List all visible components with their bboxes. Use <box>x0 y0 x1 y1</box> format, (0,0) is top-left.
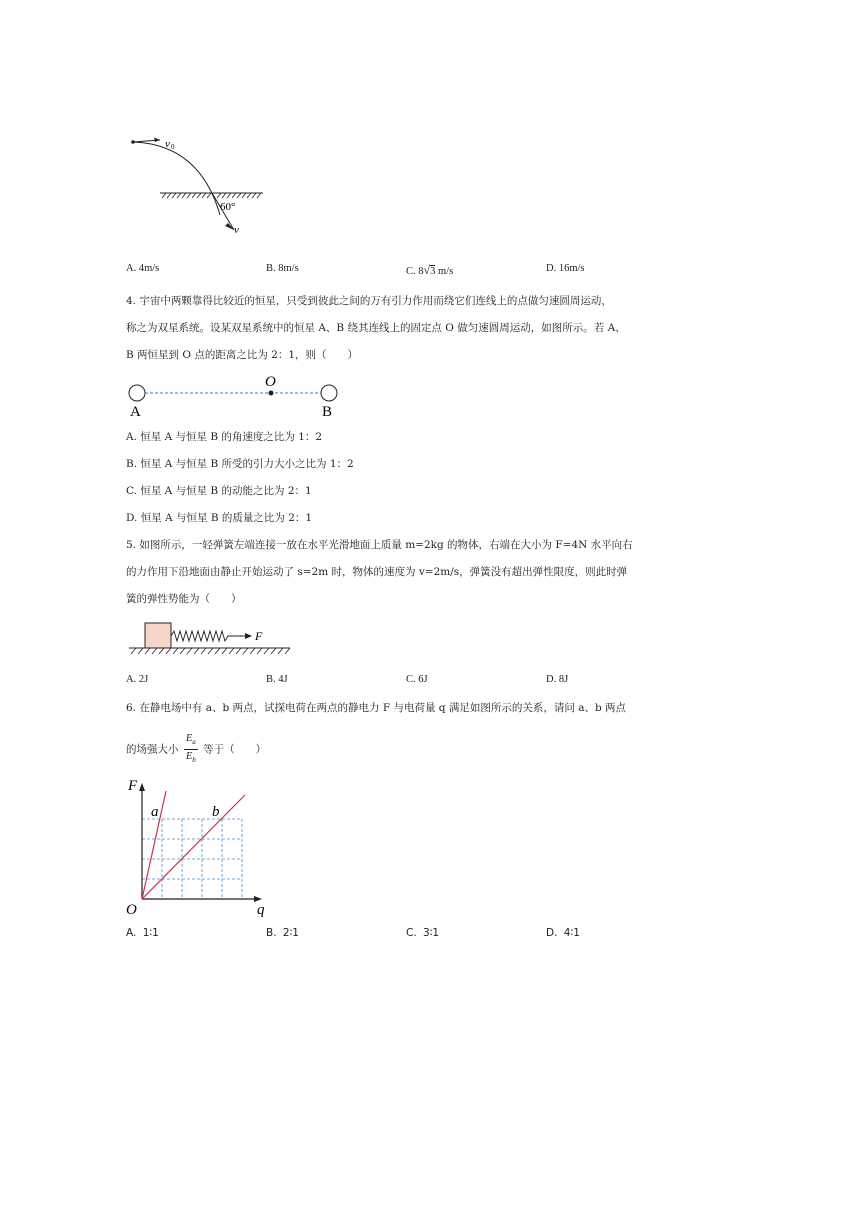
q6-option-b[interactable] <box>266 927 299 939</box>
block <box>145 623 171 648</box>
q5-stem-line-3: 簧的弹性势能为（ ） <box>126 593 242 605</box>
star-a <box>129 385 145 401</box>
option-text: 8J <box>558 674 569 685</box>
option-letter: B. <box>266 927 277 939</box>
q5-option-a[interactable] <box>126 674 148 685</box>
projectile-diagram <box>120 125 280 245</box>
binary-star-diagram <box>120 370 350 420</box>
q4-option-d[interactable]: D. 恒星 A 与恒星 B 的质量之比为 2：1 <box>126 512 313 524</box>
q6-option-c[interactable] <box>406 927 439 939</box>
q4-option-a[interactable]: A. 恒星 A 与恒星 B 的角速度之比为 1：2 <box>126 431 323 443</box>
spring <box>171 631 231 641</box>
label-a: a <box>151 804 159 820</box>
ratio-fraction <box>184 732 198 767</box>
label-v: v <box>234 224 239 236</box>
q4-option-b[interactable]: B. 恒星 A 与恒星 B 所受的引力大小之比为 1：2 <box>126 458 354 470</box>
label-a: A <box>130 404 141 420</box>
option-unit: m/s <box>437 266 454 277</box>
v0-arrowhead <box>154 138 160 143</box>
q4-option-c[interactable]: C. 恒星 A 与恒星 B 的动能之比为 2：1 <box>126 485 312 497</box>
option-text: 8 <box>418 266 424 277</box>
option-text: 1∶1 <box>142 927 159 939</box>
star-b <box>321 385 337 401</box>
label-f: F <box>255 629 263 643</box>
label-b: b <box>212 804 220 820</box>
spring-block-diagram <box>126 618 296 658</box>
q6-option-a[interactable] <box>126 927 159 939</box>
option-letter: A. <box>126 927 137 939</box>
option-letter: C. <box>406 266 416 277</box>
option-text: 4m/s <box>138 263 160 274</box>
label-angle: 60° <box>220 201 236 213</box>
ground-hatch <box>131 648 290 654</box>
option-text: 4∶1 <box>563 927 580 939</box>
q6-stem-line-2 <box>126 732 266 772</box>
q3-figure <box>120 125 280 245</box>
q5-option-c[interactable] <box>406 674 428 685</box>
q3-option-b[interactable] <box>266 263 299 274</box>
option-letter: D. <box>546 674 557 685</box>
fraction-numerator: $E_a$ <box>184 732 198 750</box>
label-q: q <box>257 902 265 918</box>
option-letter: C. <box>406 674 416 685</box>
label-b: B <box>322 404 333 420</box>
option-text: 8m/s <box>278 263 299 274</box>
option-text: 6J <box>418 674 428 685</box>
trajectory-curve <box>134 142 220 215</box>
q4-figure <box>120 370 350 420</box>
q5-figure <box>126 618 296 658</box>
q5-stem-line-1: 5. 如图所示，一轻弹簧左端连接一放在水平光滑地面上质量 m=2kg 的物体，右端在大小为 F=4N 水平向右 <box>126 539 633 551</box>
label-o: O <box>265 374 276 390</box>
v-arrowhead <box>225 223 234 230</box>
q3-option-c[interactable] <box>406 263 453 278</box>
q5-option-d[interactable] <box>546 674 568 685</box>
q5-stem-line-2: 的力作用下沿地面由静止开始运动了 s=2m 时，物体的速度为 v=2m/s，弹簧没有超出弹性限度，则此时弹 <box>126 566 628 578</box>
option-text: 2J <box>138 674 149 685</box>
q5-option-b[interactable] <box>266 674 288 685</box>
label-v0-sub: 0 <box>171 143 175 151</box>
option-text: 2∶1 <box>282 927 299 939</box>
fraction-denominator: $E_b$ <box>185 751 196 765</box>
q4-stem-line-3: B 两恒星到 O 点的距离之比为 2：1，则（ ） <box>126 349 359 361</box>
sqrt-symbol: √ <box>423 263 431 277</box>
stem-suffix: 等于（ ） <box>203 743 267 756</box>
option-letter: A. <box>126 674 137 685</box>
option-letter: D. <box>546 927 558 939</box>
q6-figure <box>120 775 280 920</box>
stem-prefix: 的场强大小 <box>126 743 179 756</box>
f-q-graph <box>120 775 280 920</box>
q3-option-a[interactable] <box>126 263 159 274</box>
label-origin: O <box>126 902 137 918</box>
q4-stem-line-1: 4. 宇宙中两颗靠得比较近的恒星，只受到彼此之间的万有引力作用而绕它们连线上的点做匀速圆周运动， <box>126 295 612 307</box>
label-f: F <box>128 778 138 794</box>
q6-stem-line-1: 6. 在静电场中有 a、b 两点，试探电荷在两点的静电力 F 与电荷量 q 满足如图所示的关系，请问 a、b 两点 <box>126 702 627 714</box>
q4-stem-line-2: 称之为双星系统。设某双星系统中的恒星 A、B 绕其连线上的固定点 O 做匀速圆周运动，如图所示。若 A、 <box>126 322 626 334</box>
label-v0: v <box>165 138 170 150</box>
center-point-o <box>269 391 274 396</box>
force-arrowhead <box>245 633 252 639</box>
option-text: 3∶1 <box>423 927 440 939</box>
f-axis-arrowhead <box>139 783 145 791</box>
option-letter: B. <box>266 263 276 274</box>
sqrt-radicand: 3 <box>430 266 436 277</box>
option-letter: B. <box>266 674 276 685</box>
option-letter: D. <box>546 263 557 274</box>
option-letter: C. <box>406 927 417 939</box>
q3-option-d[interactable] <box>546 263 585 274</box>
option-text: 4J <box>278 674 288 685</box>
option-text: 16m/s <box>558 263 585 274</box>
ground-hatch <box>162 193 261 198</box>
q6-option-d[interactable] <box>546 927 580 939</box>
option-letter: A. <box>126 263 137 274</box>
